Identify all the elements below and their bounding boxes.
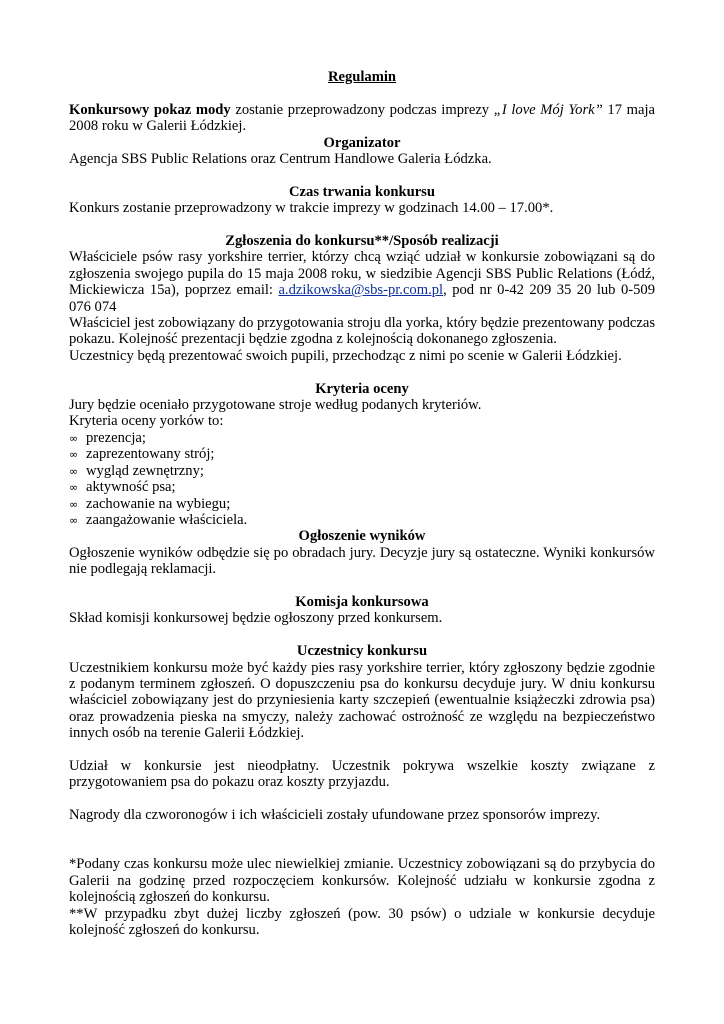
duration-text: Konkurs zostanie przeprowadzony w trakcie imprezy w godzinach 14.00 – 17.00*. <box>69 200 554 217</box>
document-body <box>69 69 655 938</box>
participants-paragraph-2: Udział w konkursie jest nieodpłatny. Uczestnik pokrywa wszelkie koszty związane z przygotowaniem psa do pokazu oraz koszty przyjazdu. <box>69 757 655 791</box>
list-item-text: zaangażowanie właściciela. <box>86 511 248 528</box>
list-item-text: zachowanie na wybiegu; <box>86 495 231 512</box>
registration-paragraph-2: Właściciel jest zobowiązany do przygotowania stroju dla yorka, który będzie prezentowany podczas pokazu. Kolejność prezentacji będzie zgodna z kolejnością dokonanego zgłoszenia. <box>69 315 655 348</box>
spacer <box>69 824 655 840</box>
infinity-bullet-icon: ∞ <box>69 481 79 495</box>
committee-heading: Komisja konkursowa <box>295 593 429 610</box>
organizer-heading: Organizator <box>323 134 401 151</box>
list-item <box>69 496 655 512</box>
spacer <box>69 85 655 101</box>
footnote-1: *Podany czas konkursu może ulec niewielkiej zmianie. Uczestnicy zobowiązani są do przybycia do Galerii na godzinę przed rozpoczęciem konkursów. Kolejność udziału w konkursie zgodna z kolejnością zgłoszeń do konkursu. <box>69 856 655 906</box>
spacer <box>69 578 655 594</box>
list-item <box>69 430 655 446</box>
list-item-text: prezencja; <box>86 429 146 446</box>
intro-text-end: 17 maja 2008 roku w Galerii Łódzkiej. <box>69 101 655 135</box>
spacer <box>69 167 655 183</box>
registration-text-before-email: Właściciele psów rasy yorkshire terrier, którzy chcą wziąć udział w konkursie zobowiązani są do zgłoszenia swojego pupila do 15 maja 2008 roku, w siedzibie Agencji SBS Public Relations (Łódź, Mickiewicza 15a), poprzez email: <box>69 249 655 299</box>
infinity-bullet-icon: ∞ <box>69 497 79 511</box>
criteria-paragraph-2: Kryteria oceny yorków to: <box>69 413 224 430</box>
spacer <box>69 217 655 233</box>
results-heading: Ogłoszenie wyników <box>298 528 426 545</box>
spacer <box>69 364 655 380</box>
list-item <box>69 512 655 528</box>
infinity-bullet-icon: ∞ <box>69 464 79 478</box>
infinity-bullet-icon: ∞ <box>69 513 79 527</box>
list-item <box>69 479 655 495</box>
criteria-heading: Kryteria oceny <box>315 380 409 397</box>
email-link[interactable]: a.dzikowska@sbs-pr.com.pl <box>278 282 444 299</box>
document-title: Regulamin <box>327 69 397 85</box>
registration-heading: Zgłoszenia do konkursu**/Sposób realizacji <box>225 233 499 250</box>
list-item-text: zaprezentowany strój; <box>86 446 215 463</box>
infinity-bullet-icon: ∞ <box>69 448 79 462</box>
list-item <box>69 463 655 479</box>
participants-heading: Uczestnicy konkursu <box>296 643 428 660</box>
intro-text-mid: zostanie przeprowadzony podczas imprezy <box>230 101 494 118</box>
footnote-2: **W przypadku zbyt dużej liczby zgłoszeń (pow. 30 psów) o udziale w konkursie decyduje kolejność zgłoszeń do konkursu. <box>69 905 655 938</box>
duration-heading: Czas trwania konkursu <box>289 183 435 200</box>
infinity-bullet-icon: ∞ <box>69 431 79 445</box>
participants-paragraph-3: Nagrody dla czworonogów i ich właścicieli zostały ufundowane przez sponsorów imprezy. <box>69 807 601 824</box>
criteria-paragraph-1: Jury będzie oceniało przygotowane stroje według podanych kryteriów. <box>69 397 482 414</box>
committee-text: Skład komisji konkursowej będzie ogłoszony przed konkursem. <box>69 610 443 627</box>
intro-event-name: „I love Mój York” <box>493 101 603 118</box>
registration-text-after-email: , pod nr 0-42 209 35 20 lub 0-509 076 074 <box>69 282 655 315</box>
spacer <box>69 742 655 758</box>
organizer-text: Agencja SBS Public Relations oraz Centrum Handlowe Galeria Łódzka. <box>69 151 492 168</box>
intro-bold-lead: Konkursowy pokaz mody <box>69 101 231 118</box>
spacer <box>69 627 655 643</box>
list-item-text: aktywność psa; <box>86 479 176 496</box>
registration-paragraph-1 <box>69 249 655 315</box>
spacer <box>69 791 655 807</box>
registration-paragraph-3: Uczestnicy będą prezentować swoich pupili, przechodząc z nimi po scenie w Galerii Łódzkiej. <box>69 347 622 364</box>
list-item-text: wygląd zewnętrzny; <box>86 462 204 479</box>
list-item <box>69 446 655 462</box>
spacer <box>69 840 655 856</box>
intro-paragraph <box>69 102 655 135</box>
criteria-list <box>69 430 655 528</box>
results-text: Ogłoszenie wyników odbędzie się po obradach jury. Decyzje jury są ostateczne. Wyniki konkursów nie podlegają reklamacji. <box>69 544 655 578</box>
participants-paragraph-1: Uczestnikiem konkursu może być każdy pies rasy yorkshire terrier, który zgłoszony będzie zgodnie z podanym terminem zgłoszeń. O dopuszczeniu psa do konkursu decyduje jury. W dniu konkursu właściciel zobowiązany jest do przyniesienia karty szczepień (ewentualnie książeczki zdrowia psa) oraz prowadzenia pieska na smyczy, należy zachować ostrożność ze względu na bezpieczeństwo innych osób na terenie Galerii Łódzkiej. <box>69 659 655 742</box>
